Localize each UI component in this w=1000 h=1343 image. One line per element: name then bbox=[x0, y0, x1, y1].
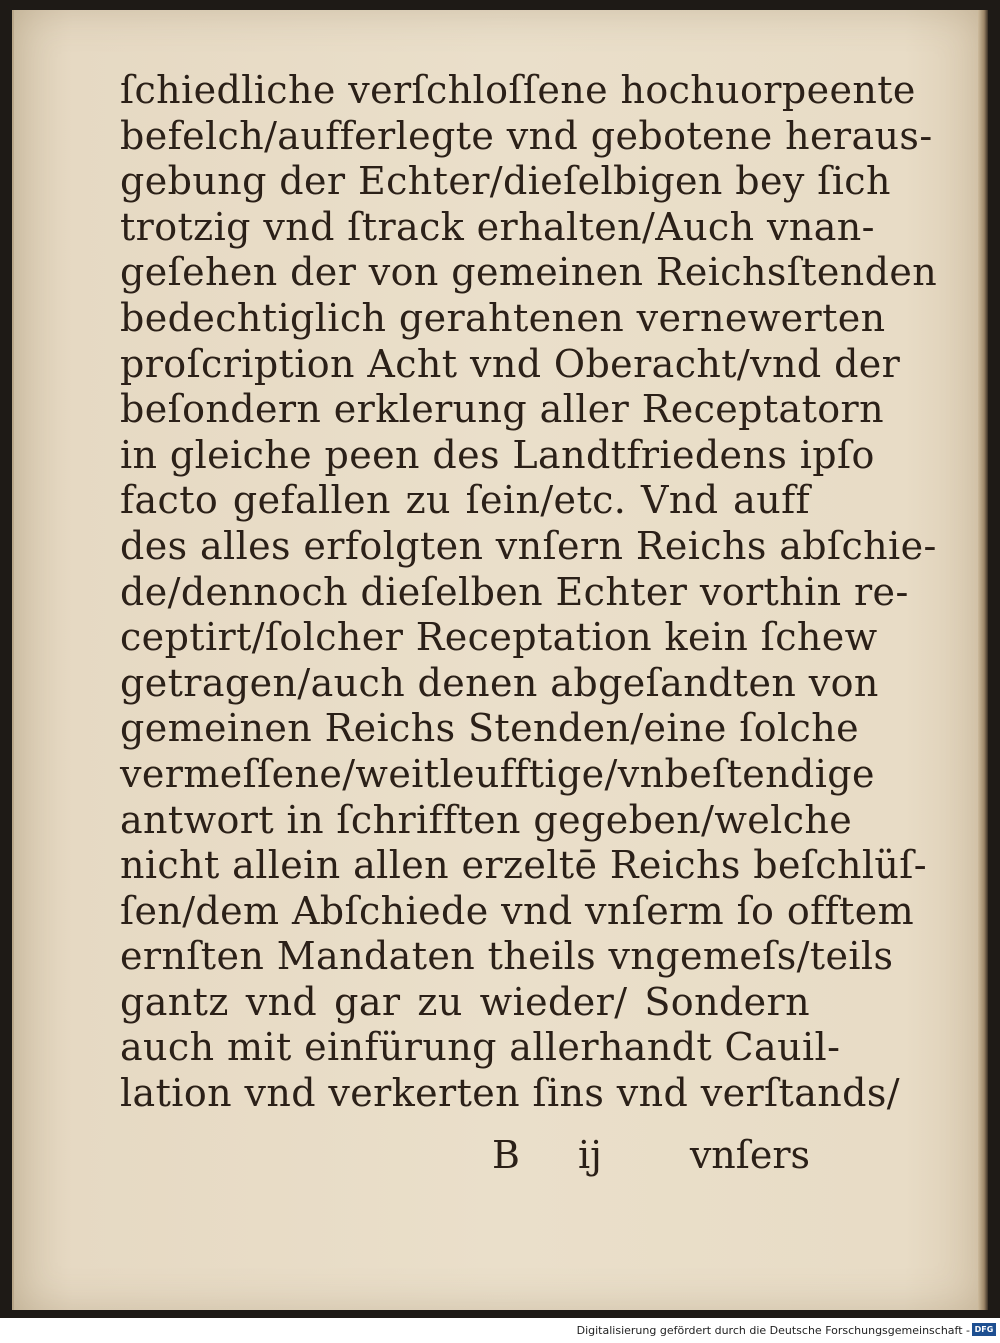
page-edge-shadow bbox=[978, 10, 988, 1310]
text-line: vermeſſene/weitleufftige/vnbeſtendige bbox=[120, 751, 875, 796]
text-line: auch mit einfürung allerhandt Cauil- bbox=[120, 1025, 841, 1070]
text-line: nicht allein allen erzeltē Reichs beſchlüſ- bbox=[120, 843, 927, 888]
text-line: gebung der Echter/dieſelbigen bey ſich bbox=[120, 159, 891, 204]
signature-mark-number: ij bbox=[578, 1133, 602, 1177]
text-line: ernſten Mandaten theils vngemeſs/teils bbox=[120, 934, 894, 979]
signature-mark-letter: B bbox=[492, 1133, 520, 1177]
text-line: facto gefallen zu ſein/etc. Vnd auff bbox=[120, 478, 810, 523]
text-line: lation vnd verkerten ſins vnd verſtands/ bbox=[120, 1071, 900, 1116]
signature-line bbox=[120, 1132, 810, 1178]
text-line: proſcription Acht vnd Oberacht/vnd der bbox=[120, 341, 901, 386]
catchword: vnſers bbox=[689, 1133, 810, 1177]
text-line: des alles erfolgten vnſern Reichs abſchie- bbox=[120, 523, 937, 568]
footer-bar bbox=[0, 1318, 1000, 1343]
text-line: trotzig vnd ſtrack erhalten/Auch vnan- bbox=[120, 204, 875, 249]
text-line: gemeinen Reichs Stenden/eine ſolche bbox=[120, 706, 859, 751]
text-line: in gleiche peen des Landtfriedens ipſo bbox=[120, 432, 875, 477]
text-line: ceptirt/ſolcher Receptation kein ſchew bbox=[120, 615, 878, 660]
text-line: getragen/auch denen abgeſandten von bbox=[120, 660, 879, 705]
text-line: de/dennoch dieſelben Echter vorthin re- bbox=[120, 569, 909, 614]
dfg-logo: DFG bbox=[972, 1323, 996, 1336]
text-line: beſondern erklerung aller Receptatorn bbox=[120, 387, 885, 432]
body-text bbox=[120, 68, 938, 1117]
text-line: gantz vnd gar zu wieder/ Sondern bbox=[120, 979, 810, 1024]
text-line: befelch/aufferlegte vnd gebotene heraus- bbox=[120, 113, 933, 158]
text-line: geſehen der von gemeinen Reichsſtenden bbox=[120, 250, 938, 295]
funding-credit: Digitalisierung gefördert durch die Deutsche Forschungsgemeinschaft - bbox=[576, 1324, 970, 1337]
text-line: ſchiedliche verſchloſſene hochuorpeente bbox=[120, 68, 916, 112]
text-line: antwort in ſchrifften gegeben/welche bbox=[120, 797, 853, 842]
text-line: bedechtiglich gerahtenen vernewerten bbox=[120, 295, 886, 340]
text-line: ſen/dem Abſchiede vnd vnſerm ſo offtem bbox=[120, 888, 915, 933]
